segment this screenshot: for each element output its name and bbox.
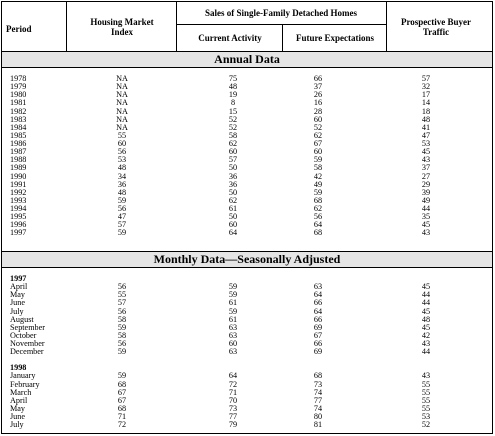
header-future-expectations: Future Expectations	[295, 33, 375, 43]
period-cell: 1995	[10, 212, 27, 222]
future-expectations-cell: 74	[313, 387, 323, 397]
future-expectations-cell: 67	[313, 139, 323, 148]
period-cell: March	[10, 387, 32, 397]
future-expectations-cell: 66	[313, 298, 323, 308]
future-expectations-cell: 66	[313, 74, 323, 83]
current-activity-cell: 50	[228, 212, 238, 222]
table-row	[2, 316, 492, 324]
housing-market-index-cell: 59	[117, 322, 127, 332]
current-activity-cell: 71	[228, 387, 238, 397]
period-cell: 1978	[10, 74, 27, 83]
period-cell: 1980	[10, 90, 27, 100]
period-cell: 1983	[10, 114, 27, 124]
period-cell: 1997	[10, 228, 27, 238]
housing-market-index-cell: 48	[117, 187, 127, 197]
table-row	[2, 348, 492, 356]
section-annual-data: Annual Data	[2, 51, 492, 68]
period-cell: 1987	[10, 147, 27, 157]
table-row	[2, 397, 492, 405]
prospective-buyer-traffic-cell: 45	[421, 306, 431, 316]
table-row	[2, 421, 492, 429]
prospective-buyer-traffic-cell: 48	[421, 314, 431, 324]
current-activity-cell: 60	[228, 147, 238, 157]
current-activity-cell: 64	[228, 371, 238, 381]
housing-market-index-cell: NA	[116, 98, 128, 108]
table-row	[2, 213, 492, 221]
current-activity-cell: 19	[228, 90, 238, 100]
future-expectations-cell: 69	[313, 347, 323, 357]
table-row	[2, 108, 492, 116]
period-cell: February	[10, 379, 40, 389]
rule-h-group	[176, 24, 386, 25]
period-cell: August	[10, 314, 34, 324]
period-cell: 1993	[10, 195, 27, 205]
future-expectations-cell: 69	[313, 322, 323, 332]
prospective-buyer-traffic-cell: 43	[421, 339, 431, 348]
prospective-buyer-traffic-cell: 55	[421, 379, 431, 389]
current-activity-cell: 50	[228, 187, 238, 197]
current-activity-cell: 58	[228, 130, 238, 140]
future-expectations-cell: 16	[313, 98, 323, 108]
prospective-buyer-traffic-cell: 29	[421, 179, 431, 189]
future-expectations-cell: 68	[313, 371, 323, 381]
rule-v2	[176, 2, 177, 52]
housing-market-index-cell: NA	[116, 114, 128, 124]
table-row	[2, 148, 492, 156]
prospective-buyer-traffic-cell: 49	[421, 195, 431, 205]
future-expectations-cell: 68	[313, 228, 323, 238]
period-cell: September	[10, 322, 46, 332]
year-label: 1998	[10, 363, 27, 373]
table-row	[2, 124, 492, 132]
prospective-buyer-traffic-cell: 47	[421, 130, 431, 140]
current-activity-cell: 59	[228, 306, 238, 316]
future-expectations-cell: 26	[313, 90, 323, 100]
prospective-buyer-traffic-cell: 53	[421, 412, 431, 421]
prospective-buyer-traffic-cell: 42	[421, 330, 431, 340]
table-row	[2, 405, 492, 413]
prospective-buyer-traffic-cell: 55	[421, 395, 431, 405]
table-row	[2, 164, 492, 172]
period-cell: May	[10, 403, 26, 413]
current-activity-cell: 61	[228, 298, 238, 308]
spacer	[2, 356, 492, 364]
current-activity-cell: 62	[228, 139, 238, 148]
prospective-buyer-traffic-cell: 48	[421, 114, 431, 124]
housing-market-index-cell: 56	[117, 204, 127, 213]
period-cell: June	[10, 412, 26, 421]
table-row	[2, 197, 492, 205]
housing-market-index-cell: 55	[117, 290, 127, 300]
current-activity-cell: 15	[228, 106, 238, 116]
current-activity-cell: 59	[228, 282, 238, 292]
housing-market-index-cell: 57	[117, 298, 127, 308]
current-activity-cell: 48	[228, 82, 238, 92]
current-activity-cell: 64	[228, 228, 238, 238]
section-monthly-data: Monthly Data—Seasonally Adjusted	[2, 251, 492, 268]
future-expectations-cell: 66	[313, 314, 323, 324]
table-row	[2, 205, 492, 213]
period-cell: 1979	[10, 82, 27, 92]
future-expectations-cell: 74	[313, 403, 323, 413]
year-heading-1997	[2, 275, 492, 283]
period-cell: January	[10, 371, 36, 381]
future-expectations-cell: 60	[313, 147, 323, 157]
prospective-buyer-traffic-cell: 55	[421, 403, 431, 413]
housing-market-index-cell: 34	[117, 171, 127, 181]
prospective-buyer-traffic-cell: 17	[421, 90, 431, 100]
table-row	[2, 229, 492, 237]
header-sales-group: Sales of Single-Family Detached Homes	[205, 8, 357, 18]
future-expectations-cell: 58	[313, 163, 323, 173]
current-activity-cell: 73	[228, 403, 238, 413]
header-housing-market-index: Housing Market Index	[90, 17, 154, 37]
housing-market-index-cell: 59	[117, 195, 127, 205]
future-expectations-cell: 60	[313, 114, 323, 124]
table-row	[2, 156, 492, 164]
housing-market-index-cell: 58	[117, 330, 127, 340]
prospective-buyer-traffic-cell: 14	[421, 98, 431, 108]
table-row	[2, 116, 492, 124]
year-heading-1998	[2, 364, 492, 372]
table-row	[2, 340, 492, 348]
prospective-buyer-traffic-cell: 35	[421, 212, 431, 222]
current-activity-cell: 63	[228, 330, 238, 340]
future-expectations-cell: 62	[313, 130, 323, 140]
table-row	[2, 372, 492, 380]
housing-table	[1, 1, 493, 434]
current-activity-cell: 57	[228, 155, 238, 165]
future-expectations-cell: 73	[313, 379, 323, 389]
table-row	[2, 299, 492, 307]
housing-market-index-cell: NA	[116, 74, 128, 83]
prospective-buyer-traffic-cell: 41	[421, 122, 431, 132]
period-cell: October	[10, 330, 37, 340]
table-row	[2, 308, 492, 316]
period-cell: 1990	[10, 171, 27, 181]
future-expectations-cell: 77	[313, 395, 323, 405]
housing-market-index-cell: 67	[117, 387, 127, 397]
future-expectations-cell: 64	[313, 290, 323, 300]
table-row	[2, 140, 492, 148]
prospective-buyer-traffic-cell: 43	[421, 155, 431, 165]
period-cell: 1984	[10, 122, 27, 132]
prospective-buyer-traffic-cell: 45	[421, 322, 431, 332]
housing-market-index-cell: 56	[117, 339, 127, 348]
future-expectations-cell: 59	[313, 155, 323, 165]
future-expectations-cell: 68	[313, 195, 323, 205]
housing-market-index-cell: 68	[117, 403, 127, 413]
monthly-rows	[2, 275, 492, 429]
housing-market-index-cell: 71	[117, 412, 127, 421]
current-activity-cell: 52	[228, 122, 238, 132]
period-cell: 1991	[10, 179, 27, 189]
current-activity-cell: 59	[228, 290, 238, 300]
prospective-buyer-traffic-cell: 55	[421, 387, 431, 397]
prospective-buyer-traffic-cell: 44	[421, 347, 431, 357]
period-cell: June	[10, 298, 26, 308]
future-expectations-cell: 64	[313, 220, 323, 230]
period-cell: 1985	[10, 130, 27, 140]
housing-market-index-cell: 56	[117, 306, 127, 316]
future-expectations-cell: 28	[313, 106, 323, 116]
prospective-buyer-traffic-cell: 44	[421, 290, 431, 300]
prospective-buyer-traffic-cell: 45	[421, 282, 431, 292]
future-expectations-cell: 64	[313, 306, 323, 316]
table-row	[2, 381, 492, 389]
period-cell: December	[10, 347, 44, 357]
table-row	[2, 132, 492, 140]
header-period: Period	[6, 24, 32, 34]
housing-market-index-cell: 67	[117, 395, 127, 405]
table-row	[2, 75, 492, 83]
rule-v3	[386, 2, 387, 52]
current-activity-cell: 36	[228, 179, 238, 189]
future-expectations-cell: 81	[313, 420, 323, 430]
current-activity-cell: 77	[228, 412, 238, 421]
period-cell: 1989	[10, 163, 27, 173]
future-expectations-cell: 63	[313, 282, 323, 292]
period-cell: April	[10, 282, 28, 292]
table-row	[2, 83, 492, 91]
future-expectations-cell: 49	[313, 179, 323, 189]
prospective-buyer-traffic-cell: 44	[421, 298, 431, 308]
future-expectations-cell: 62	[313, 204, 323, 213]
period-cell: 1992	[10, 187, 27, 197]
future-expectations-cell: 42	[313, 171, 323, 181]
housing-market-index-cell: 59	[117, 371, 127, 381]
housing-market-index-cell: 72	[117, 420, 127, 430]
period-cell: 1981	[10, 98, 27, 108]
prospective-buyer-traffic-cell: 44	[421, 204, 431, 213]
table-row	[2, 324, 492, 332]
table-row	[2, 291, 492, 299]
annual-rows	[2, 75, 492, 238]
housing-market-index-cell: NA	[116, 82, 128, 92]
period-cell: 1982	[10, 106, 27, 116]
future-expectations-cell: 59	[313, 187, 323, 197]
period-cell: 1986	[10, 139, 27, 148]
current-activity-cell: 63	[228, 322, 238, 332]
period-cell: April	[10, 395, 28, 405]
housing-market-index-cell: NA	[116, 90, 128, 100]
prospective-buyer-traffic-cell: 57	[421, 74, 431, 83]
current-activity-cell: 60	[228, 220, 238, 230]
prospective-buyer-traffic-cell: 27	[421, 171, 431, 181]
current-activity-cell: 61	[228, 204, 238, 213]
housing-market-index-cell: 57	[117, 220, 127, 230]
table-row	[2, 389, 492, 397]
table-row	[2, 413, 492, 421]
table-row	[2, 221, 492, 229]
period-cell: 1988	[10, 155, 27, 165]
housing-market-index-cell: 36	[117, 179, 127, 189]
future-expectations-cell: 80	[313, 412, 323, 421]
current-activity-cell: 52	[228, 114, 238, 124]
housing-market-index-cell: 59	[117, 347, 127, 357]
current-activity-cell: 72	[228, 379, 238, 389]
future-expectations-cell: 52	[313, 122, 323, 132]
current-activity-cell: 63	[228, 347, 238, 357]
prospective-buyer-traffic-cell: 52	[421, 420, 431, 430]
housing-market-index-cell: 60	[117, 139, 127, 148]
current-activity-cell: 79	[228, 420, 238, 430]
current-activity-cell: 60	[228, 339, 238, 348]
housing-market-index-cell: NA	[116, 122, 128, 132]
prospective-buyer-traffic-cell: 43	[421, 371, 431, 381]
current-activity-cell: 50	[228, 163, 238, 173]
prospective-buyer-traffic-cell: 39	[421, 187, 431, 197]
period-cell: July	[10, 306, 24, 316]
prospective-buyer-traffic-cell: 45	[421, 147, 431, 157]
housing-market-index-cell: 48	[117, 163, 127, 173]
prospective-buyer-traffic-cell: 43	[421, 228, 431, 238]
prospective-buyer-traffic-cell: 37	[421, 163, 431, 173]
table-row	[2, 91, 492, 99]
housing-market-index-cell: 59	[117, 228, 127, 238]
rule-v4	[282, 24, 283, 52]
housing-market-index-cell: 58	[117, 314, 127, 324]
housing-market-index-cell: NA	[116, 106, 128, 116]
period-cell: 1994	[10, 204, 27, 213]
table-row	[2, 99, 492, 107]
future-expectations-cell: 56	[313, 212, 323, 222]
table-row	[2, 283, 492, 291]
housing-market-index-cell: 55	[117, 130, 127, 140]
rule-v1	[66, 2, 67, 52]
current-activity-cell: 8	[230, 98, 236, 108]
future-expectations-cell: 37	[313, 82, 323, 92]
table-row	[2, 173, 492, 181]
future-expectations-cell: 66	[313, 339, 323, 348]
prospective-buyer-traffic-cell: 18	[421, 106, 431, 116]
table-row	[2, 189, 492, 197]
housing-market-index-cell: 68	[117, 379, 127, 389]
header-prospective-buyer-traffic: Prospective Buyer Traffic	[400, 17, 472, 37]
prospective-buyer-traffic-cell: 32	[421, 82, 431, 92]
current-activity-cell: 62	[228, 195, 238, 205]
housing-market-index-cell: 56	[117, 282, 127, 292]
housing-market-index-cell: 53	[117, 155, 127, 165]
year-label: 1997	[10, 274, 27, 283]
current-activity-cell: 75	[228, 74, 238, 83]
housing-market-index-cell: 47	[117, 212, 127, 222]
prospective-buyer-traffic-cell: 45	[421, 220, 431, 230]
period-cell: 1996	[10, 220, 27, 230]
table-row	[2, 181, 492, 189]
table-row	[2, 332, 492, 340]
header-current-activity: Current Activity	[198, 33, 262, 43]
period-cell: November	[10, 339, 45, 348]
current-activity-cell: 70	[228, 395, 238, 405]
period-cell: May	[10, 290, 26, 300]
housing-market-index-cell: 56	[117, 147, 127, 157]
current-activity-cell: 61	[228, 314, 238, 324]
period-cell: July	[10, 420, 24, 430]
future-expectations-cell: 67	[313, 330, 323, 340]
current-activity-cell: 36	[228, 171, 238, 181]
prospective-buyer-traffic-cell: 53	[421, 139, 431, 148]
